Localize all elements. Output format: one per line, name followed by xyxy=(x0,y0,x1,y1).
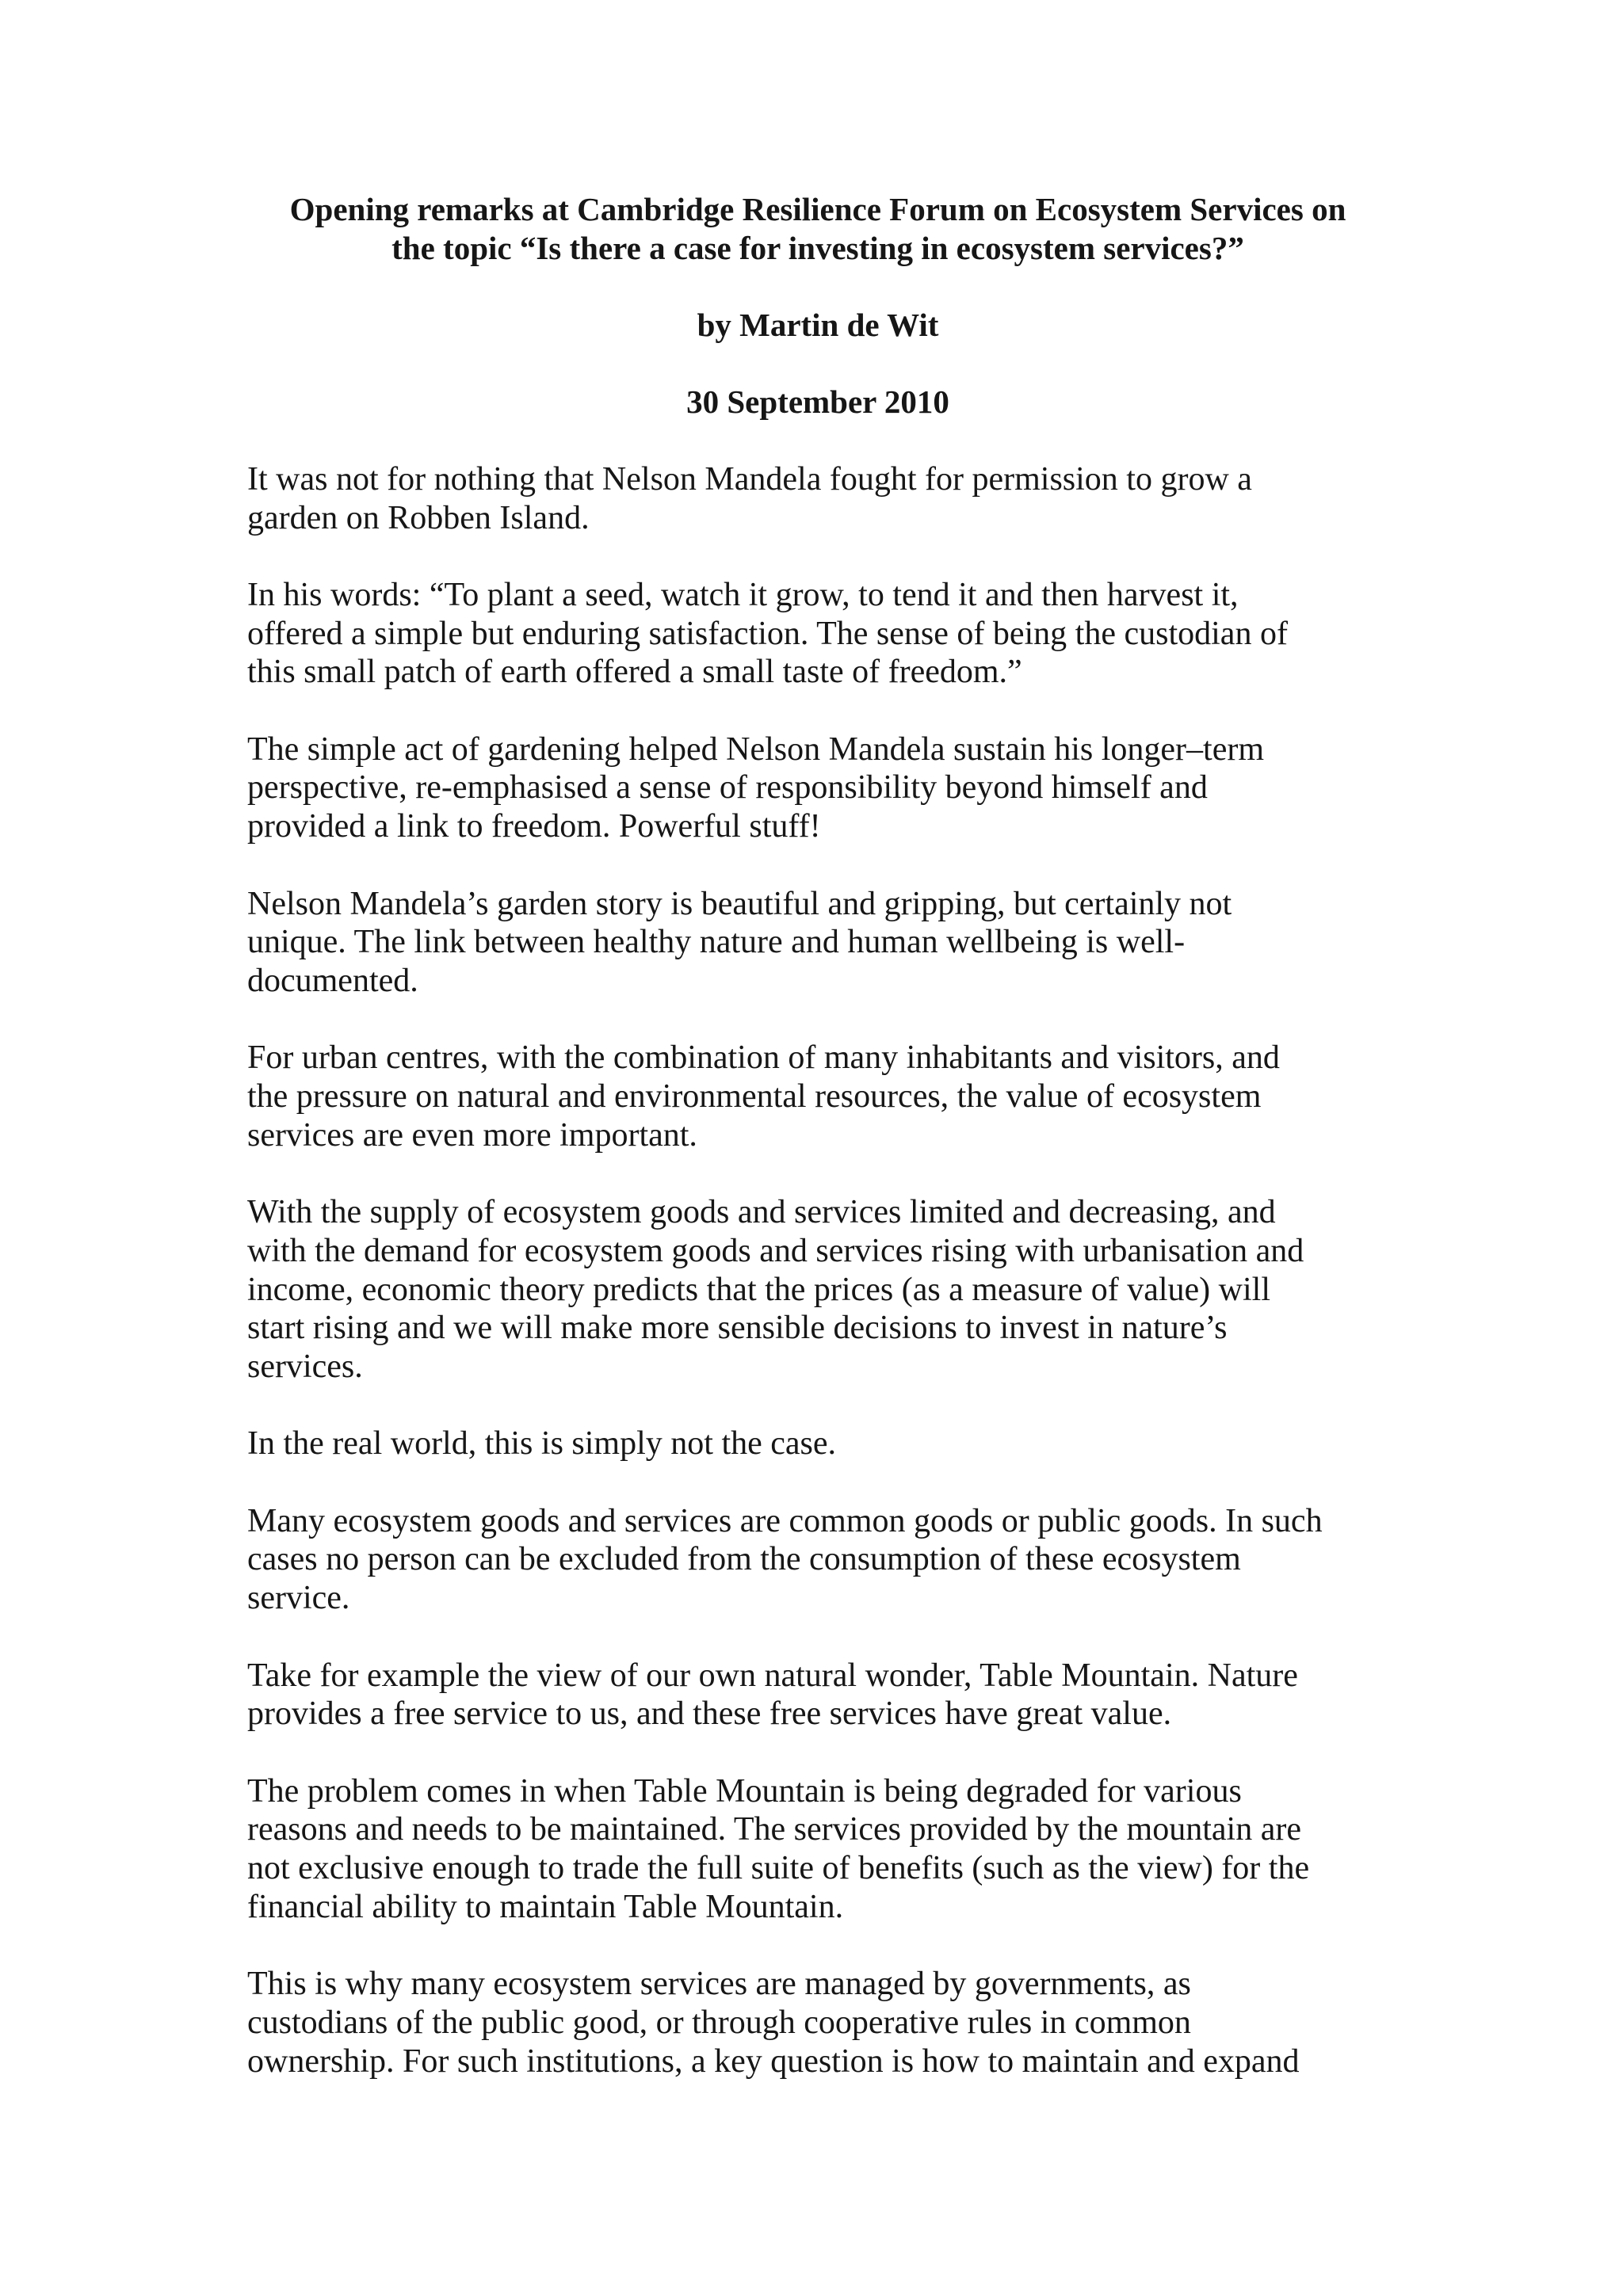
text-line: cases no person can be excluded from the consumption of these ecosystem xyxy=(247,1541,1241,1578)
text-line: custodians of the public good, or through cooperative rules in common xyxy=(247,2004,1191,2041)
text-line: Many ecosystem goods and services are common goods or public goods. In such xyxy=(247,1502,1323,1539)
text-line: unique. The link between healthy nature and human wellbeing is well- xyxy=(247,924,1186,961)
text-line: the pressure on natural and environmental resources, the value of ecosystem xyxy=(247,1078,1262,1116)
text-line: It was not for nothing that Nelson Mandela fought for permission to grow a xyxy=(247,460,1252,498)
paragraph-urban-centres xyxy=(247,1039,1388,1154)
text-line: provides a free service to us, and these free services have great value. xyxy=(247,1695,1172,1733)
document-author: by Martin de Wit xyxy=(697,307,939,344)
paragraph-garden-story xyxy=(247,885,1388,1001)
title-line: the topic “Is there a case for investing in ecosystem services?” xyxy=(391,229,1244,266)
text-line: documented. xyxy=(247,962,418,999)
document-body xyxy=(247,460,1388,2081)
text-line: The simple act of gardening helped Nelson Mandela sustain his longer–term xyxy=(247,730,1264,768)
text-line: with the demand for ecosystem goods and services rising with urbanisation and xyxy=(247,1232,1304,1269)
text-line: start rising and we will make more sensible decisions to invest in nature’s xyxy=(247,1310,1228,1347)
document-content xyxy=(247,190,1388,2119)
paragraph-public-goods xyxy=(247,1502,1388,1618)
paragraph-degradation-problem xyxy=(247,1772,1388,1927)
text-line: not exclusive enough to trade the full suite of benefits (such as the view) for the xyxy=(247,1850,1310,1887)
text-line: service. xyxy=(247,1580,350,1617)
text-line: this small patch of earth offered a small taste of freedom.” xyxy=(247,654,1022,691)
text-line: offered a simple but enduring satisfaction. The sense of being the custodian of xyxy=(247,615,1288,652)
text-line: garden on Robben Island. xyxy=(247,499,590,536)
title-line: Opening remarks at Cambridge Resilience Forum on Ecosystem Services on xyxy=(289,191,1346,227)
text-line: In his words: “To plant a seed, watch it grow, to tend it and then harvest it, xyxy=(247,576,1239,613)
paragraph-mandela-garden xyxy=(247,460,1388,537)
text-line: In the real world, this is simply not the case. xyxy=(247,1425,837,1463)
text-line: ownership. For such institutions, a key question is how to maintain and expand xyxy=(247,2042,1300,2080)
text-line: Take for example the view of our own natural wonder, Table Mountain. Nature xyxy=(247,1657,1298,1694)
paragraph-table-mountain xyxy=(247,1657,1388,1733)
document-title xyxy=(247,190,1388,267)
paragraph-supply-demand xyxy=(247,1193,1388,1386)
document-date: 30 September 2010 xyxy=(686,383,949,421)
text-line: services are even more important. xyxy=(247,1116,697,1154)
text-line: income, economic theory predicts that the prices (as a measure of value) will xyxy=(247,1271,1271,1308)
text-line: financial ability to maintain Table Mountain. xyxy=(247,1888,844,1925)
text-line: Nelson Mandela’s garden story is beautiful and gripping, but certainly not xyxy=(247,885,1232,922)
text-line: reasons and needs to be maintained. The services provided by the mountain are xyxy=(247,1811,1301,1848)
paragraph-real-world xyxy=(247,1425,1388,1463)
text-line: The problem comes in when Table Mountain is being degraded for various xyxy=(247,1772,1242,1810)
paragraph-gardening-act xyxy=(247,730,1388,846)
text-line: For urban centres, with the combination of many inhabitants and visitors, and xyxy=(247,1039,1280,1077)
text-line: services. xyxy=(247,1348,363,1385)
text-line: With the supply of ecosystem goods and services limited and decreasing, and xyxy=(247,1194,1276,1231)
text-line: This is why many ecosystem services are managed by governments, as xyxy=(247,1966,1191,2003)
text-line: provided a link to freedom. Powerful stuff! xyxy=(247,808,821,845)
text-line: perspective, re-emphasised a sense of responsibility beyond himself and xyxy=(247,769,1208,807)
paragraph-mandela-quote xyxy=(247,576,1388,692)
paragraph-governance xyxy=(247,1965,1388,2081)
